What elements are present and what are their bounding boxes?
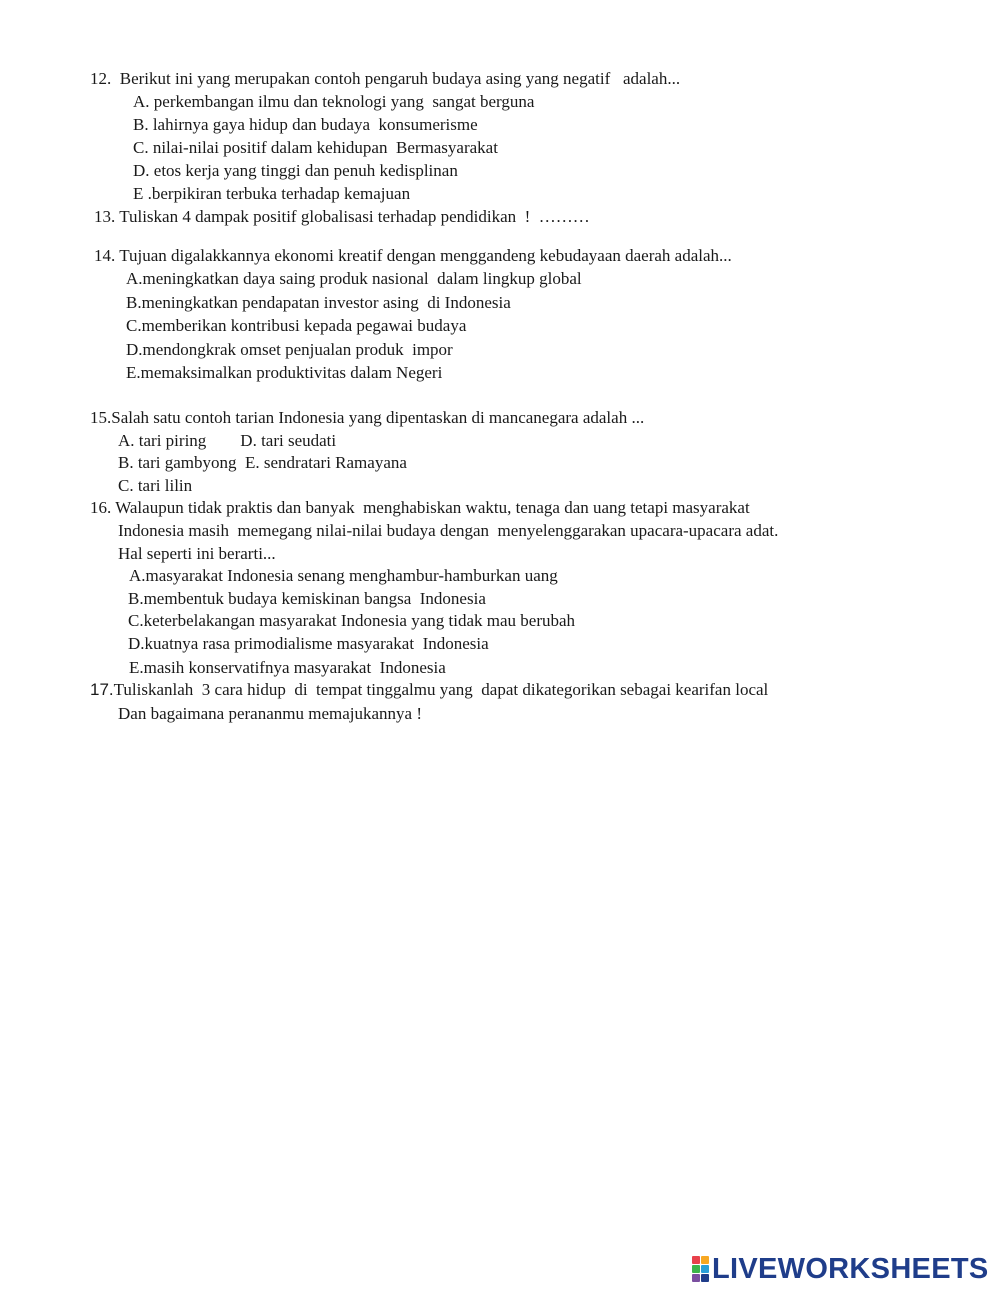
- question-16-option-a: A.masyarakat Indonesia senang menghambur-hamburkan uang: [129, 566, 558, 585]
- question-15-stem: 15.Salah satu contoh tarian Indonesia yang dipentaskan di mancanegara adalah ...: [90, 408, 645, 427]
- question-14-stem: 14. Tujuan digalakkannya ekonomi kreatif dengan menggandeng kebudayaan daerah adalah...: [94, 246, 732, 265]
- question-17-stem-line-2: Dan bagaimana perananmu memajukannya !: [118, 704, 422, 723]
- question-14-option-b: B.meningkatkan pendapatan investor asing di Indonesia: [126, 293, 511, 312]
- question-14-option-e: E.memaksimalkan produktivitas dalam Negeri: [126, 363, 443, 382]
- question-14-option-c: C.memberikan kontribusi kepada pegawai budaya: [126, 316, 467, 335]
- question-12-stem: 12. Berikut ini yang merupakan contoh pengaruh budaya asing yang negatif adalah...: [90, 69, 681, 88]
- question-15-options-row-2: B. tari gambyong E. sendratari Ramayana: [118, 453, 407, 472]
- question-17-stem-text: Tuliskanlah 3 cara hidup di tempat tinggalmu yang dapat dikategorikan sebagai kearifan local: [113, 680, 769, 699]
- question-12-option-a: A. perkembangan ilmu dan teknologi yang sangat berguna: [133, 92, 535, 111]
- liveworksheets-logo-icon: [692, 1256, 709, 1282]
- question-14-option-d: D.mendongkrak omset penjualan produk impor: [126, 340, 453, 359]
- question-13-stem: 13. Tuliskan 4 dampak positif globalisasi terhadap pendidikan ! ………: [94, 207, 590, 226]
- question-15-options-row-3: C. tari lilin: [118, 476, 193, 495]
- question-16-stem-line-2: Indonesia masih memegang nilai-nilai budaya dengan menyelenggarakan upacara-upacara adat.: [118, 521, 779, 540]
- question-12-option-e: E .berpikiran terbuka terhadap kemajuan: [133, 184, 411, 203]
- question-14-option-a: A.meningkatkan daya saing produk nasional dalam lingkup global: [126, 269, 582, 288]
- question-12-option-d: D. etos kerja yang tinggi dan penuh kedisplinan: [133, 161, 458, 180]
- question-16-option-e: E.masih konservatifnya masyarakat Indonesia: [129, 658, 446, 677]
- liveworksheets-logo-text: LIVEWORKSHEETS: [712, 1252, 989, 1285]
- liveworksheets-logo: [692, 1254, 989, 1284]
- question-16-option-b: B.membentuk budaya kemiskinan bangsa Indonesia: [128, 589, 486, 608]
- question-16-option-d: D.kuatnya rasa primodialisme masyarakat Indonesia: [128, 634, 489, 653]
- question-12-option-c: C. nilai-nilai positif dalam kehidupan Bermasyarakat: [133, 138, 498, 157]
- question-17-stem-line-1: [90, 679, 768, 701]
- question-16-stem-line-3: Hal seperti ini berarti...: [118, 544, 276, 563]
- question-17-number: 17.: [90, 680, 114, 699]
- question-16-option-c: C.keterbelakangan masyarakat Indonesia yang tidak mau berubah: [128, 611, 576, 630]
- question-12-option-b: B. lahirnya gaya hidup dan budaya konsumerisme: [133, 115, 478, 134]
- question-15-options-row-1: A. tari piring D. tari seudati: [118, 431, 337, 450]
- question-16-stem-line-1: 16. Walaupun tidak praktis dan banyak menghabiskan waktu, tenaga dan uang tetapi masyarakat: [90, 498, 750, 517]
